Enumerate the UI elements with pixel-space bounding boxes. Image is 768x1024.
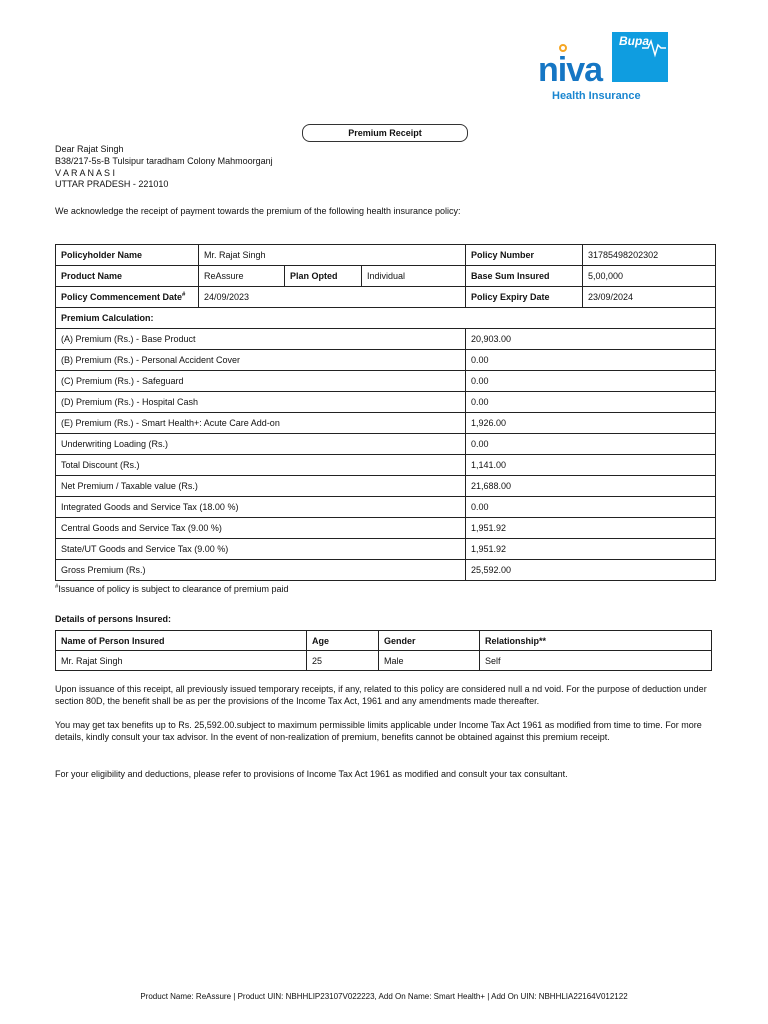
acknowledgement-text: We acknowledge the receipt of payment towards the premium of the following health insurance policy: (55, 206, 461, 216)
premium-row-value: 0.00 (466, 371, 716, 392)
premium-row (56, 497, 716, 518)
premium-row (56, 518, 716, 539)
premium-row (56, 392, 716, 413)
expiry-date-label: Policy Expiry Date (466, 287, 583, 308)
column-header: Gender (379, 631, 480, 651)
policy-number-label: Policy Number (466, 245, 583, 266)
premium-calculation-heading: Premium Calculation: (56, 308, 716, 329)
address-line-1: B38/217-5s-B Tulsipur taradham Colony Mahmoorganj (55, 155, 273, 166)
premium-row-label: (B) Premium (Rs.) - Personal Accident Cover (56, 350, 466, 371)
column-header: Relationship** (480, 631, 712, 651)
product-name-value: ReAssure (199, 266, 285, 287)
premium-row (56, 413, 716, 434)
commencement-date-value: 24/09/2023 (199, 287, 466, 308)
table-row (56, 651, 712, 671)
premium-row-value: 0.00 (466, 350, 716, 371)
premium-row-value: 1,951.92 (466, 539, 716, 560)
commencement-date-label (56, 287, 199, 308)
policyholder-label: Policyholder Name (56, 245, 199, 266)
insured-heading: Details of persons Insured: (55, 614, 172, 624)
footnote-text: Issuance of policy is subject to clearance of premium paid (58, 584, 289, 594)
premium-row-value: 25,592.00 (466, 560, 716, 581)
premium-row-label: Total Discount (Rs.) (56, 455, 466, 476)
insured-name: Mr. Rajat Singh (56, 651, 307, 671)
column-header: Age (307, 631, 379, 651)
column-header: Name of Person Insured (56, 631, 307, 651)
premium-row (56, 476, 716, 497)
premium-row-label: Net Premium / Taxable value (Rs.) (56, 476, 466, 497)
premium-row-value: 0.00 (466, 392, 716, 413)
premium-row (56, 371, 716, 392)
footnote-mark: # (182, 292, 186, 298)
premium-row-label: State/UT Goods and Service Tax (9.00 %) (56, 539, 466, 560)
premium-row-label: Integrated Goods and Service Tax (18.00 %) (56, 497, 466, 518)
brand-tagline: Health Insurance (552, 90, 641, 102)
insured-gender: Male (379, 651, 480, 671)
policy-number-value: 31785498202302 (583, 245, 716, 266)
issuance-footnote (55, 584, 288, 594)
premium-row-value: 0.00 (466, 497, 716, 518)
bupa-wordmark: Bupa (619, 34, 649, 48)
premium-row-label: Gross Premium (Rs.) (56, 560, 466, 581)
eligibility-paragraph: For your eligibility and deductions, please refer to provisions of Income Tax Act 1961 as modified and consult your tax consultant. (55, 769, 568, 779)
brand-wordmark: niva (538, 51, 603, 89)
heartbeat-icon (612, 32, 668, 82)
premium-row-label: (A) Premium (Rs.) - Base Product (56, 329, 466, 350)
company-logo (536, 30, 668, 106)
sum-insured-label: Base Sum Insured (466, 266, 583, 287)
plan-opted-label: Plan Opted (285, 266, 362, 287)
table-row (56, 245, 716, 266)
policyholder-value: Mr. Rajat Singh (199, 245, 466, 266)
insured-age: 25 (307, 651, 379, 671)
expiry-date-value: 23/09/2024 (583, 287, 716, 308)
premium-row-label: Central Goods and Service Tax (9.00 %) (56, 518, 466, 539)
table-row (56, 308, 716, 329)
insured-persons-table (55, 630, 712, 671)
address-city: V A R A N A S I (55, 167, 116, 178)
premium-row-value: 20,903.00 (466, 329, 716, 350)
product-name-label: Product Name (56, 266, 199, 287)
premium-row-value: 1,141.00 (466, 455, 716, 476)
premium-row (56, 434, 716, 455)
table-row (56, 266, 716, 287)
product-uin-footer: Product Name: ReAssure | Product UIN: NBHHLIP23107V022223, Add On Name: Smart Health+ | Add On UIN: NBHHLIA22164V012122 (140, 992, 628, 1001)
insured-relationship: Self (480, 651, 712, 671)
premium-row-value: 1,951.92 (466, 518, 716, 539)
table-row (56, 287, 716, 308)
premium-row-value: 21,688.00 (466, 476, 716, 497)
premium-row (56, 329, 716, 350)
premium-row-value: 1,926.00 (466, 413, 716, 434)
footnote-mark: # (55, 584, 59, 590)
table-header-row (56, 631, 712, 651)
tax-benefit-paragraph: You may get tax benefits up to Rs. 25,592.00.subject to maximum permissible limits applicable under Income Tax Act 1961 as modified from time to time. For more details, kindly consult your tax advisor. In the event of non-realization of premium, benefits cannot be obtained against this premium receipt. (55, 720, 702, 742)
address-state-pin: UTTAR PRADESH - 221010 (55, 179, 169, 190)
premium-row-value: 0.00 (466, 434, 716, 455)
policy-details-table (55, 244, 716, 581)
premium-row-label: (C) Premium (Rs.) - Safeguard (56, 371, 466, 392)
null-void-paragraph: Upon issuance of this receipt, all previously issued temporary receipts, if any, related to this policy are considered null a nd void. For the purpose of deduction under section 80D, the benefit shall be as per the provisions of the Income Tax Act, 1961 and any amendments made thereafter. (55, 684, 707, 706)
recipient-address (55, 144, 273, 191)
premium-row (56, 455, 716, 476)
bupa-badge (612, 32, 668, 82)
premium-row (56, 560, 716, 581)
premium-row-label: (E) Premium (Rs.) - Smart Health+: Acute Care Add-on (56, 413, 466, 434)
premium-row-label: Underwriting Loading (Rs.) (56, 434, 466, 455)
salutation: Dear Rajat Singh (55, 144, 124, 154)
receipt-title: Premium Receipt (302, 124, 468, 142)
sum-insured-value: 5,00,000 (583, 266, 716, 287)
premium-row-label: (D) Premium (Rs.) - Hospital Cash (56, 392, 466, 413)
premium-row (56, 350, 716, 371)
premium-row (56, 539, 716, 560)
commencement-date-label-text: Policy Commencement Date (61, 292, 183, 302)
plan-opted-value: Individual (362, 266, 466, 287)
